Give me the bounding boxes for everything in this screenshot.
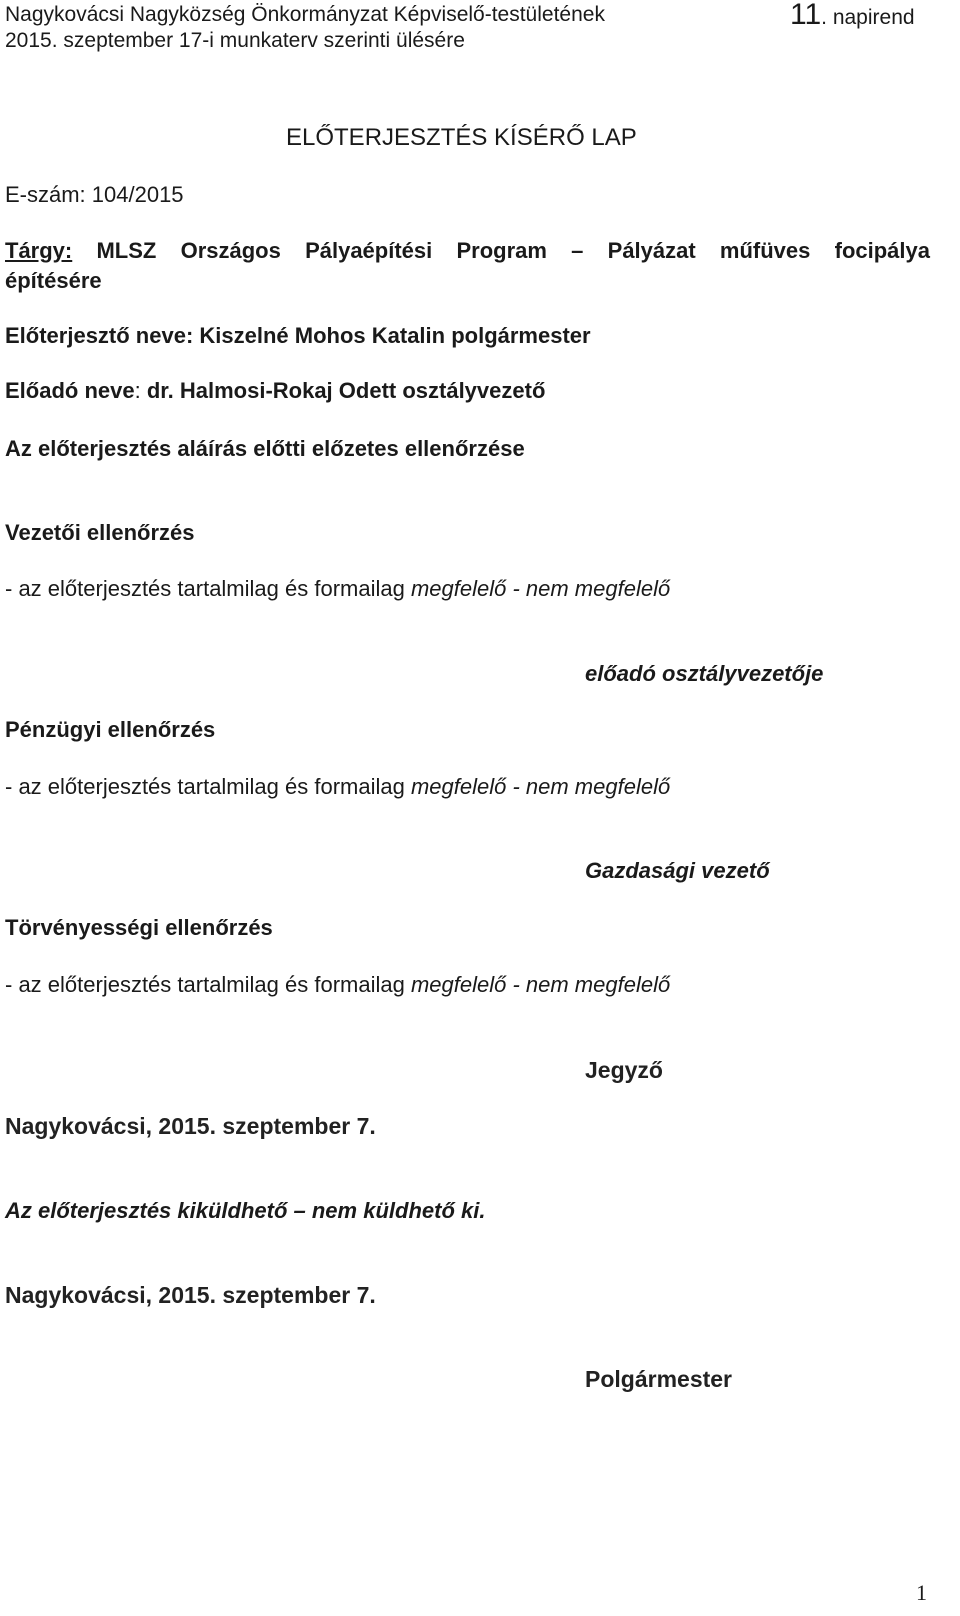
subject-label: Tárgy: — [5, 238, 73, 263]
option-not-suitable: nem megfelelő — [525, 774, 671, 799]
presenter-label: Előadó neve — [5, 378, 135, 403]
e-number: E-szám: 104/2015 — [5, 182, 184, 207]
subject-word: MLSZ — [96, 238, 157, 263]
check-heading-management: Vezetői ellenőrzés — [5, 520, 195, 545]
subject-word: Pályaépítési — [305, 238, 433, 263]
statement-text: - az előterjesztés tartalmilag és formailag — [5, 972, 411, 997]
subject-word: Program — [456, 238, 547, 263]
check-heading-legality: Törvényességi ellenőrzés — [5, 915, 273, 940]
header-session-line: 2015. szeptember 17-i munkaterv szerinti ülésére — [5, 29, 465, 52]
subject-word: műfüves — [719, 238, 811, 263]
subject-word: Pályázat — [607, 238, 696, 263]
submitter: Előterjesztő neve: Kiszelné Mohos Katalin polgármester — [5, 323, 591, 348]
agenda-marker — [790, 0, 915, 31]
page-number: 1 — [916, 1580, 927, 1605]
check-heading-financial: Pénzügyi ellenőrzés — [5, 717, 216, 742]
signatory-finance-head: Gazdasági vezető — [585, 858, 770, 883]
place-date-2: Nagykovácsi, 2015. szeptember 7. — [5, 1282, 376, 1308]
subject-continuation: építésére — [5, 268, 102, 293]
subject-word: focipálya — [834, 238, 930, 263]
send-statement: Az előterjesztés kiküldhető – nem küldhető ki. — [5, 1198, 486, 1223]
agenda-label: . napirend — [821, 6, 915, 29]
check-statement-legality — [5, 972, 670, 998]
subject-word: – — [571, 238, 584, 263]
agenda-number: 11 — [790, 0, 822, 31]
presenter-colon: : — [134, 378, 141, 403]
signatory-department-head: előadó osztályvezetője — [585, 661, 824, 686]
option-separator: - — [506, 774, 526, 799]
subject-word: Országos — [180, 238, 281, 263]
check-statement-financial — [5, 774, 670, 800]
option-separator: - — [506, 972, 526, 997]
option-suitable: megfelelő — [410, 576, 507, 601]
subject-line — [5, 238, 930, 264]
statement-text: - az előterjesztés tartalmilag és formailag — [5, 774, 411, 799]
option-not-suitable: nem megfelelő — [525, 576, 671, 601]
place-date-1: Nagykovácsi, 2015. szeptember 7. — [5, 1113, 376, 1139]
option-suitable: megfelelő — [410, 774, 507, 799]
pre-check-heading: Az előterjesztés aláírás előtti előzetes ellenőrzése — [5, 436, 525, 461]
header-council-line: Nagykovácsi Nagyközség Önkormányzat Képviselő-testületének — [5, 3, 605, 26]
presenter-value: dr. Halmosi-Rokaj Odett osztályvezető — [146, 378, 546, 403]
presenter — [5, 378, 545, 404]
signatory-mayor: Polgármester — [585, 1366, 733, 1392]
statement-text: - az előterjesztés tartalmilag és formailag — [5, 576, 411, 601]
check-statement-management — [5, 576, 670, 602]
document-title: ELŐTERJESZTÉS KÍSÉRŐ LAP — [286, 124, 637, 151]
option-separator: - — [506, 576, 526, 601]
option-suitable: megfelelő — [410, 972, 507, 997]
option-not-suitable: nem megfelelő — [525, 972, 671, 997]
signatory-notary: Jegyző — [585, 1057, 663, 1083]
